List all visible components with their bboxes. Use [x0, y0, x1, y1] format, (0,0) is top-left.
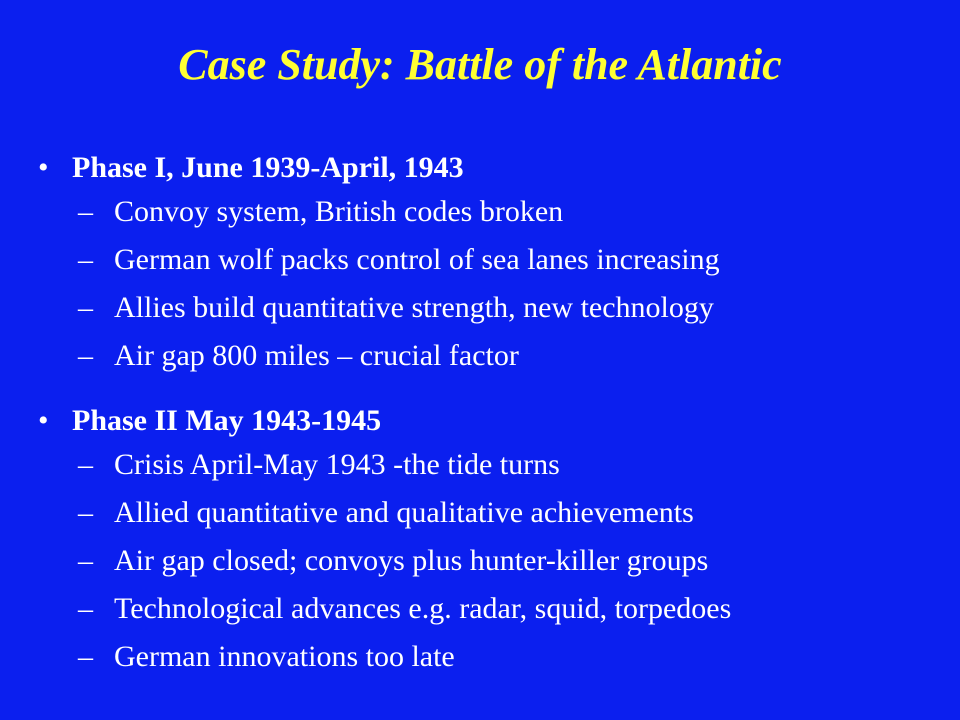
- dash-icon: –: [78, 448, 93, 481]
- list-item-text: German innovations too late: [114, 640, 455, 673]
- list-item: [78, 284, 938, 332]
- list-item: [78, 188, 938, 236]
- bullet-icon: •: [38, 151, 49, 184]
- list-item-text: Allied quantitative and qualitative achievements: [114, 496, 694, 529]
- list-item-text: Convoy system, British codes broken: [114, 195, 564, 228]
- list-item: [78, 236, 938, 284]
- dash-icon: –: [78, 291, 93, 324]
- list-item-text: Technological advances e.g. radar, squid, torpedoes: [114, 592, 732, 625]
- dash-icon: –: [78, 544, 93, 577]
- phase-section-1: [38, 148, 938, 380]
- list-item-text: Air gap 800 miles – crucial factor: [114, 339, 519, 372]
- list-item-text: Air gap closed; convoys plus hunter-killer groups: [114, 544, 709, 577]
- phase-heading: Phase I, June 1939-April, 1943: [72, 151, 464, 184]
- list-item: [78, 537, 938, 585]
- bullet-icon: •: [38, 404, 49, 437]
- dash-icon: –: [78, 339, 93, 372]
- list-item-text: German wolf packs control of sea lanes increasing: [114, 243, 720, 276]
- dash-icon: –: [78, 195, 93, 228]
- list-item: [78, 489, 938, 537]
- list-item: [78, 441, 938, 489]
- dash-icon: –: [78, 243, 93, 276]
- dash-icon: –: [78, 640, 93, 673]
- phase-heading-row: [38, 148, 938, 188]
- phase-heading-row: [38, 401, 938, 441]
- list-item: [78, 633, 938, 681]
- dash-icon: –: [78, 592, 93, 625]
- phase-section-2: [38, 401, 938, 681]
- list-item: [78, 332, 938, 380]
- phase-heading: Phase II May 1943-1945: [72, 404, 382, 437]
- list-item-text: Allies build quantitative strength, new technology: [114, 291, 714, 324]
- list-item-text: Crisis April-May 1943 -the tide turns: [114, 448, 560, 481]
- dash-icon: –: [78, 496, 93, 529]
- slide-title: Case Study: Battle of the Atlantic: [178, 40, 782, 89]
- list-item: [78, 585, 938, 633]
